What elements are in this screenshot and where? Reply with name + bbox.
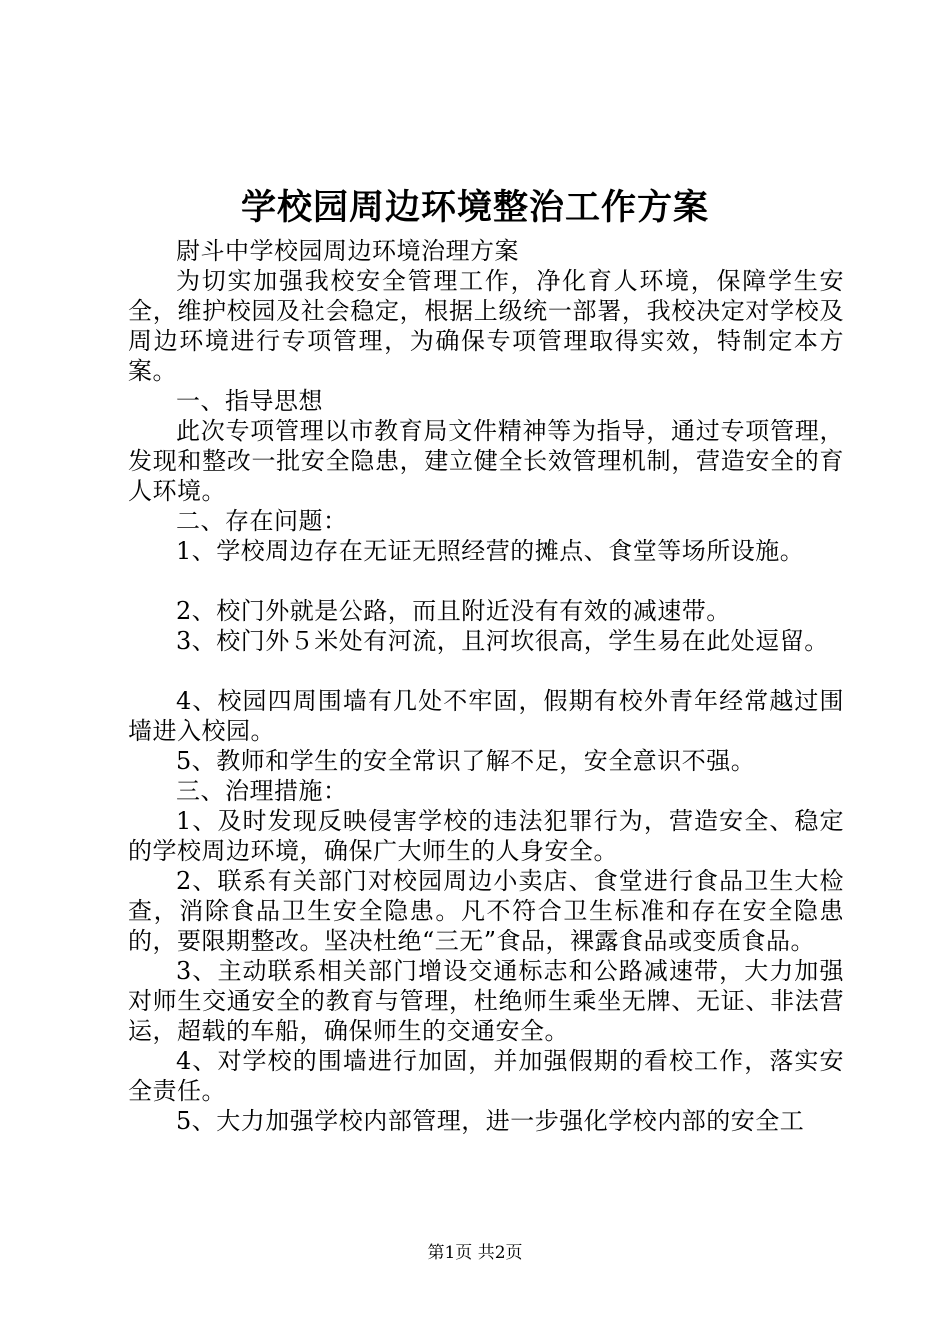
paragraph-intro: 为切实加强我校安全管理工作，净化育人环境，保障学生安全，维护校园及社会稳定，根据上级统一部署，我校决定对学校及周边环境进行专项管理，为确保专项管理取得实效，特制定本方案。 [128, 267, 844, 385]
measure-item-1: 1、及时发现反映侵害学校的违法犯罪行为，营造安全、稳定的学校周边环境，确保广大师生的人身安全。 [128, 807, 844, 865]
document-body [128, 236, 844, 1136]
problem-item-3: 3、校门外５米处有河流，且河坎很高，学生易在此处逗留。 [176, 627, 829, 655]
section-heading-guiding-ideology: 一、指导思想 [176, 387, 323, 415]
document-title: 学校园周边环境整治工作方案 [240, 187, 709, 228]
measure-item-3: 3、主动联系相关部门增设交通标志和公路减速带，大力加强对师生交通安全的教育与管理，杜绝师生乘坐无牌、无证、非法营运，超载的车船，确保师生的交通安全。 [128, 957, 844, 1045]
section-heading-measures: 三、治理措施： [176, 777, 348, 805]
problem-item-4: 4、校园四周围墙有几处不牢固，假期有校外青年经常越过围墙进入校园。 [128, 687, 844, 745]
measure-item-2: 2、联系有关部门对校园周边小卖店、食堂进行食品卫生大检查，消除食品卫生安全隐患。凡不符合卫生标准和存在安全隐患的，要限期整改。坚决杜绝“三无”食品，裸露食品或变质食品。 [128, 867, 844, 955]
problem-item-5: 5、教师和学生的安全常识了解不足，安全意识不强。 [176, 747, 756, 775]
problem-item-1: 1、学校周边存在无证无照经营的摊点、食堂等场所设施。 [176, 537, 805, 565]
paragraph-guiding-ideology: 此次专项管理以市教育局文件精神等为指导，通过专项管理，发现和整改一批安全隐患，建立健全长效管理机制，营造安全的育人环境。 [128, 417, 844, 505]
problem-item-2: 2、校门外就是公路，而且附近没有有效的减速带。 [176, 597, 731, 625]
section-heading-problems: 二、存在问题： [176, 507, 348, 535]
page-number-footer: 第1页 共2页 [427, 1243, 523, 1263]
measure-item-5: 5、大力加强学校内部管理，进一步强化学校内部的安全工 [176, 1107, 805, 1135]
paragraph-subtitle: 尉斗中学校园周边环境治理方案 [176, 237, 519, 265]
measure-item-4: 4、对学校的围墙进行加固，并加强假期的看校工作，落实安全责任。 [128, 1047, 844, 1105]
